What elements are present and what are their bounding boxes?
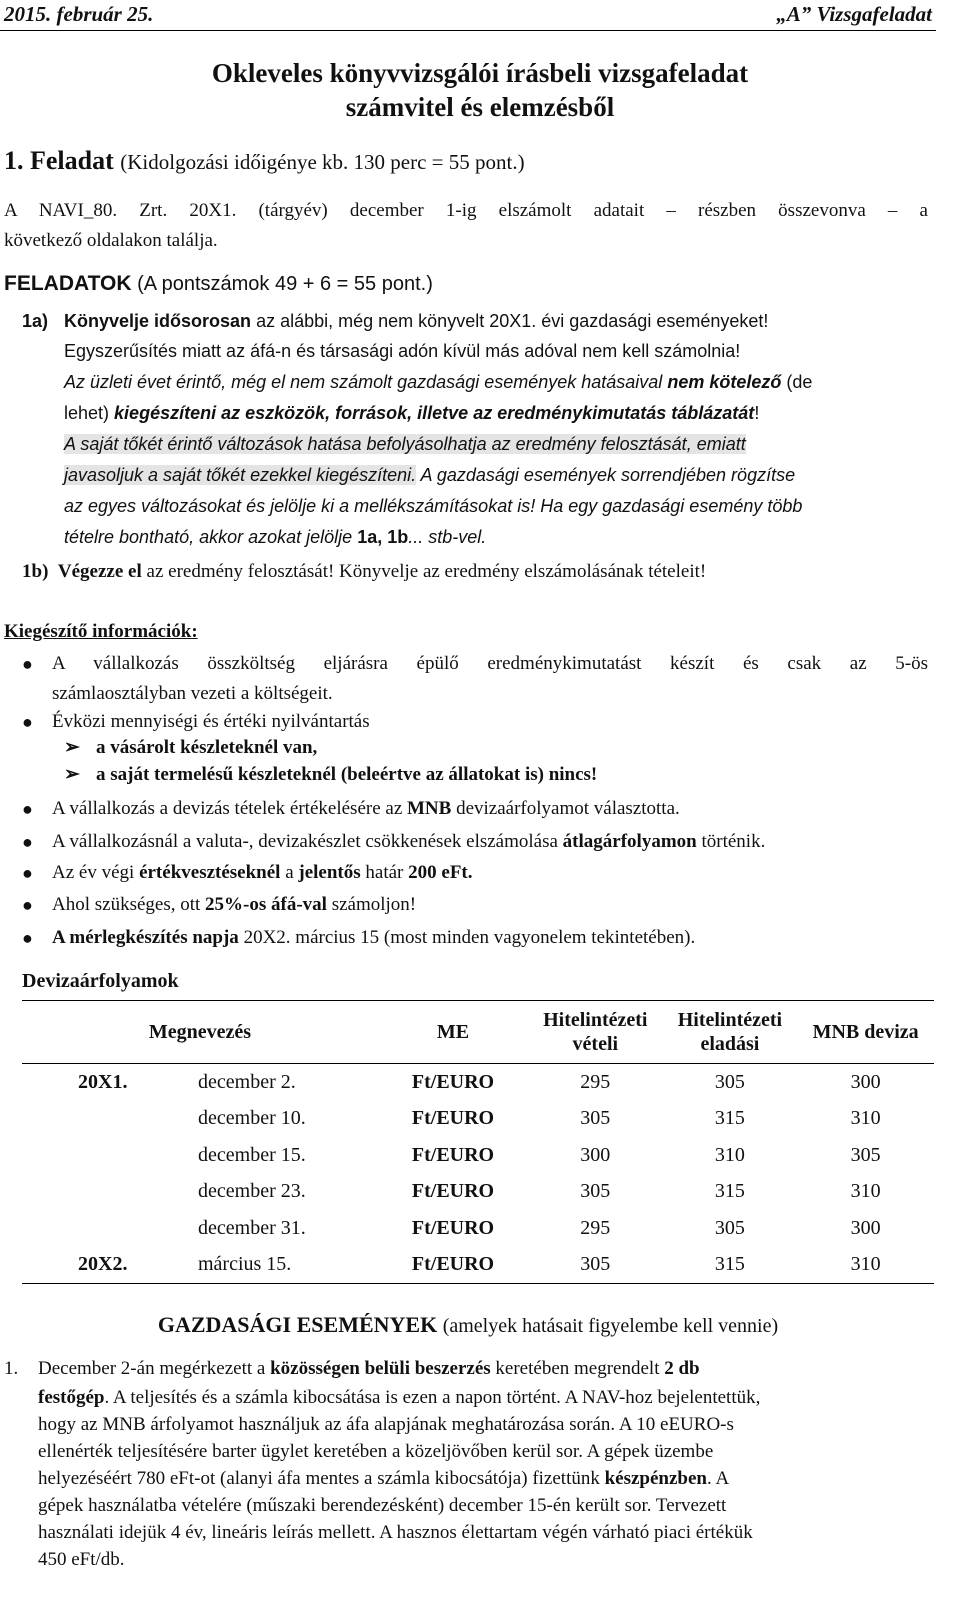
gazdasagi-title: GAZDASÁGI ESEMÉNYEK	[157, 1312, 438, 1337]
b6b: 25%-os áfá-val	[205, 894, 327, 915]
cell-unit: Ft/EURO	[411, 1216, 495, 1239]
cell-mnb: 300	[850, 1070, 881, 1093]
task-1a-bold: Könyvelje idősorosan	[64, 311, 252, 331]
e1l1a: December 2-án megérkezett a	[38, 1358, 266, 1379]
cell-unit: Ft/EURO	[411, 1107, 495, 1130]
header-label: „A” Vizsgafeladat	[776, 2, 932, 26]
task-1a-rest: az alábbi, még nem könyvelt 20X1. évi gazdasági eseményeket!	[256, 311, 769, 331]
col-hit-veteli	[528, 1001, 663, 1064]
task-1a-line-4	[64, 403, 928, 424]
title-line-2: számvitel és elemzésből	[345, 92, 615, 122]
event-1-number: 1.	[4, 1358, 19, 1379]
page-header	[0, 0, 936, 31]
task-1a-line-1	[64, 311, 768, 332]
task-1b-rest: az eredmény felosztását! Könyvelje az eredmény elszámolásának tételeit!	[146, 561, 707, 582]
cell-mnb: 310	[797, 1247, 934, 1284]
event-1-line-7: használati idejük 4 év, lineáris leírás mellett. A hasznos élettartam végén várható piaci értékük	[38, 1522, 753, 1543]
info-arrow-1	[64, 736, 317, 759]
info-bullet-7-text	[52, 923, 928, 953]
b7b: 20X2. március 15 (most minden vagyonelem tekintetében).	[243, 927, 696, 948]
info-bullet-3-text	[52, 794, 928, 824]
task-1b-label: 1b)	[22, 561, 49, 582]
arrow-icon: ➢	[64, 737, 80, 758]
task-1a-line-4a: lehet)	[64, 403, 110, 423]
task-1a-line-8a: tételre bontható, akkor azokat jelölje	[64, 527, 353, 547]
cell-buy: 300	[580, 1143, 611, 1166]
feladatok-note: (A pontszámok 49 + 6 = 55 pont.)	[137, 273, 433, 295]
task-1a-line-8b: 1a, 1b	[357, 527, 409, 547]
cell-date: december 10.	[198, 1107, 306, 1130]
table-row	[22, 1174, 934, 1211]
b6a: Ahol szükséges, ott	[52, 894, 201, 915]
b4c: történik.	[701, 831, 766, 852]
cell-sell: 305	[714, 1070, 745, 1093]
e1l5c: . A	[707, 1468, 730, 1489]
b3b: MNB	[407, 798, 452, 819]
b4a: A vállalkozásnál a valuta-, devizakészlet csökkenések elszámolása	[52, 831, 558, 852]
bullet-icon: ●	[22, 799, 33, 819]
info-bullet-2-text: Évközi mennyiségi és értéki nyilvántartás	[52, 711, 370, 732]
feladatok-heading	[4, 272, 433, 296]
event-1-line-2	[38, 1384, 928, 1411]
task-1a-line-4b: kiegészíteni az eszközök, források, illetve az eredménykimutatás táblázatát	[114, 403, 755, 423]
cell-buy: 305	[580, 1107, 611, 1130]
e1l1b: közösségen belüli beszerzés	[270, 1358, 491, 1379]
task-1-title: 1. Feladat	[4, 146, 114, 175]
task-1b	[22, 561, 706, 583]
table-row	[22, 1247, 934, 1284]
cell-sell: 315	[714, 1180, 745, 1203]
bullet-icon: ●	[22, 832, 33, 852]
b5f: 200 eFt.	[408, 862, 473, 883]
task-1b-bold: Végezze el	[57, 561, 142, 582]
b6c: számoljon!	[331, 894, 417, 915]
info-arrow-2-text: a saját termelésű készleteknél (beleértve az állatokat is) nincs!	[96, 764, 598, 785]
info-bullet-4-text	[52, 827, 928, 857]
task-1a-line-3	[64, 372, 928, 393]
e1l5b: készpénzben	[604, 1468, 708, 1489]
task-1-note: (Kidolgozási időigénye kb. 130 perc = 55 pont.)	[120, 150, 525, 174]
task-1a-line-8c: ... stb-vel.	[408, 527, 487, 547]
cell-date: december 31.	[198, 1216, 306, 1239]
e1l1c: keretében megrendelt	[495, 1358, 660, 1379]
b5b: értékvesztéseknél	[139, 862, 281, 883]
task-1a-line-7: az egyes változásokat és jelölje ki a mellékszámításokat is! Ha egy gazdasági esemény több	[64, 496, 803, 516]
e1l1d: 2 db	[664, 1358, 700, 1379]
cell-buy: 305	[580, 1180, 611, 1203]
event-1-line-1	[38, 1355, 928, 1382]
info-bullet-5-text	[52, 858, 928, 888]
table-header-row	[22, 1001, 934, 1064]
task-1a-line-3c: (de	[786, 372, 813, 392]
event-1-line-4: ellenérték teljesítésére barter ügylet keretében a közeljövőben kerül sor. A gépek üzembe	[38, 1441, 714, 1462]
cell-year	[22, 1174, 198, 1211]
cell-unit: Ft/EURO	[411, 1070, 495, 1093]
cell-date: december 23.	[198, 1180, 306, 1203]
b5e: határ	[365, 862, 404, 883]
b5d: jelentős	[298, 862, 361, 883]
cell-year: 20X1.	[78, 1070, 128, 1093]
col-megnevezes: Megnevezés	[22, 1001, 378, 1064]
b5a: Az év végi	[52, 862, 135, 883]
task-1a-line-6a: javasoljuk a saját tőkét ezekkel kiegészíteni.	[64, 465, 417, 485]
cell-year	[22, 1210, 198, 1247]
kiegeszito-heading	[4, 621, 198, 643]
cell-date: december 15.	[198, 1143, 306, 1166]
cell-unit: Ft/EURO	[411, 1180, 495, 1203]
b7a: A mérlegkészítés napja	[52, 927, 239, 948]
info-bullet-1-line-2: számlaosztályban vezeti a költségeit.	[52, 683, 333, 704]
task-1a-line-2: Egyszerűsítés miatt az áfá-n és társasági adón kívül más adóval nem kell számolnia!	[64, 341, 741, 361]
info-arrow-2	[64, 763, 597, 786]
bullet-icon: ●	[22, 654, 33, 674]
cell-sell: 315	[714, 1107, 745, 1130]
b3a: A vállalkozás a devizás tételek értékelésére az	[52, 798, 403, 819]
task-1a-line-8	[64, 527, 928, 548]
cell-date: december 2.	[198, 1070, 296, 1093]
cell-unit: Ft/EURO	[411, 1143, 495, 1166]
col-hit-eladasi-1: Hitelintézeti	[677, 1009, 783, 1031]
task-1a-line-3b: nem kötelező	[667, 372, 782, 392]
cell-sell: 315	[663, 1247, 798, 1284]
table-row	[22, 1137, 934, 1174]
task-1a-line-6	[64, 465, 928, 486]
kiegeszito-heading-text: Kiegészítő információk:	[4, 621, 198, 642]
feladatok-label: FELADATOK	[4, 272, 132, 295]
cell-mnb: 310	[850, 1180, 881, 1203]
table-row	[22, 1210, 934, 1247]
col-hit-veteli-1: Hitelintézeti	[543, 1009, 648, 1031]
b4b: átlagárfolyamon	[562, 831, 697, 852]
info-arrow-1-text: a vásárolt készleteknél van,	[96, 737, 318, 758]
task-1a-label: 1a)	[22, 311, 49, 331]
b5c: a	[285, 862, 294, 883]
bullet-icon: ●	[22, 895, 33, 915]
cell-date: március 15.	[198, 1247, 378, 1284]
cell-mnb: 300	[850, 1216, 881, 1239]
cell-unit: Ft/EURO	[378, 1247, 528, 1284]
col-hit-eladasi-2: eladási	[700, 1033, 760, 1055]
cell-mnb: 310	[850, 1107, 881, 1130]
event-1-line-5	[38, 1465, 928, 1492]
task-1a-line-4c: !	[754, 403, 760, 423]
cell-buy: 295	[580, 1070, 611, 1093]
cell-sell: 305	[714, 1216, 745, 1239]
cell-year	[22, 1101, 198, 1138]
cell-year	[22, 1137, 198, 1174]
task-1a-line-6b: A gazdasági események sorrendjében rögzítse	[420, 465, 796, 485]
col-mnb: MNB deviza	[797, 1001, 934, 1064]
e1l2a: festőgép	[38, 1387, 105, 1408]
gazdasagi-note: (amelyek hatásait figyelembe kell vennie)	[442, 1315, 779, 1337]
task-1a-line-3a: Az üzleti évet érintő, még el nem számolt gazdasági események hatásaival	[64, 372, 663, 392]
cell-buy: 295	[580, 1216, 611, 1239]
gazdasagi-heading	[0, 1312, 936, 1338]
deviza-heading: Devizaárfolyamok	[22, 970, 179, 992]
e1l2b: . A teljesítés és a számla kibocsátása is ezen a napon történt. A NAV-hoz bejelentettük,	[104, 1387, 761, 1408]
header-date: 2015. február 25.	[4, 2, 154, 26]
event-1-line-8: 450 eFt/db.	[38, 1549, 125, 1570]
bullet-icon: ●	[22, 712, 33, 732]
exchange-rate-table	[22, 1000, 934, 1284]
task-1a-line-5	[64, 434, 928, 455]
cell-buy: 305	[528, 1247, 663, 1284]
cell-sell: 310	[714, 1143, 745, 1166]
col-me: ME	[378, 1001, 528, 1064]
b3c: devizaárfolyamot választotta.	[456, 798, 680, 819]
event-1-line-6: gépek használatba vételére (műszaki berendezésként) december 15-én került sor. Tervezett	[38, 1495, 727, 1516]
col-hit-eladasi	[663, 1001, 798, 1064]
intro-line-2: következő oldalakon találja.	[4, 230, 218, 251]
title-line-1: Okleveles könyvvizsgálói írásbeli vizsgafeladat	[211, 58, 749, 88]
intro-line-1: A NAVI_80. Zrt. 20X1. (tárgyév) december 1-ig elszámolt adatait – részben összevonva – a	[4, 200, 928, 221]
col-hit-veteli-2: vételi	[572, 1033, 619, 1055]
arrow-icon: ➢	[64, 764, 80, 785]
table-row	[22, 1101, 934, 1138]
info-bullet-6-text	[52, 890, 928, 920]
task-1-heading	[4, 146, 525, 176]
task-1a-line-5-text: A saját tőkét érintő változások hatása befolyásolhatja az eredmény felosztását, emiatt	[64, 434, 746, 454]
bullet-icon: ●	[22, 928, 33, 948]
table-row	[22, 1064, 934, 1101]
bullet-icon: ●	[22, 863, 33, 883]
e1l5a: helyezéséért 780 eFt-ot (alanyi áfa mentes a számla kibocsátója) fizettünk	[38, 1468, 600, 1489]
info-bullet-1-line-1: A vállalkozás összköltség eljárásra épülő eredménykimutatást készít és csak az 5-ös	[52, 653, 928, 674]
cell-year: 20X2.	[22, 1247, 198, 1284]
event-1-line-3: hogy az MNB árfolyamot használjuk az áfa alapjának meghatározása során. A 10 eEURO-s	[38, 1414, 734, 1435]
cell-mnb: 305	[850, 1143, 881, 1166]
